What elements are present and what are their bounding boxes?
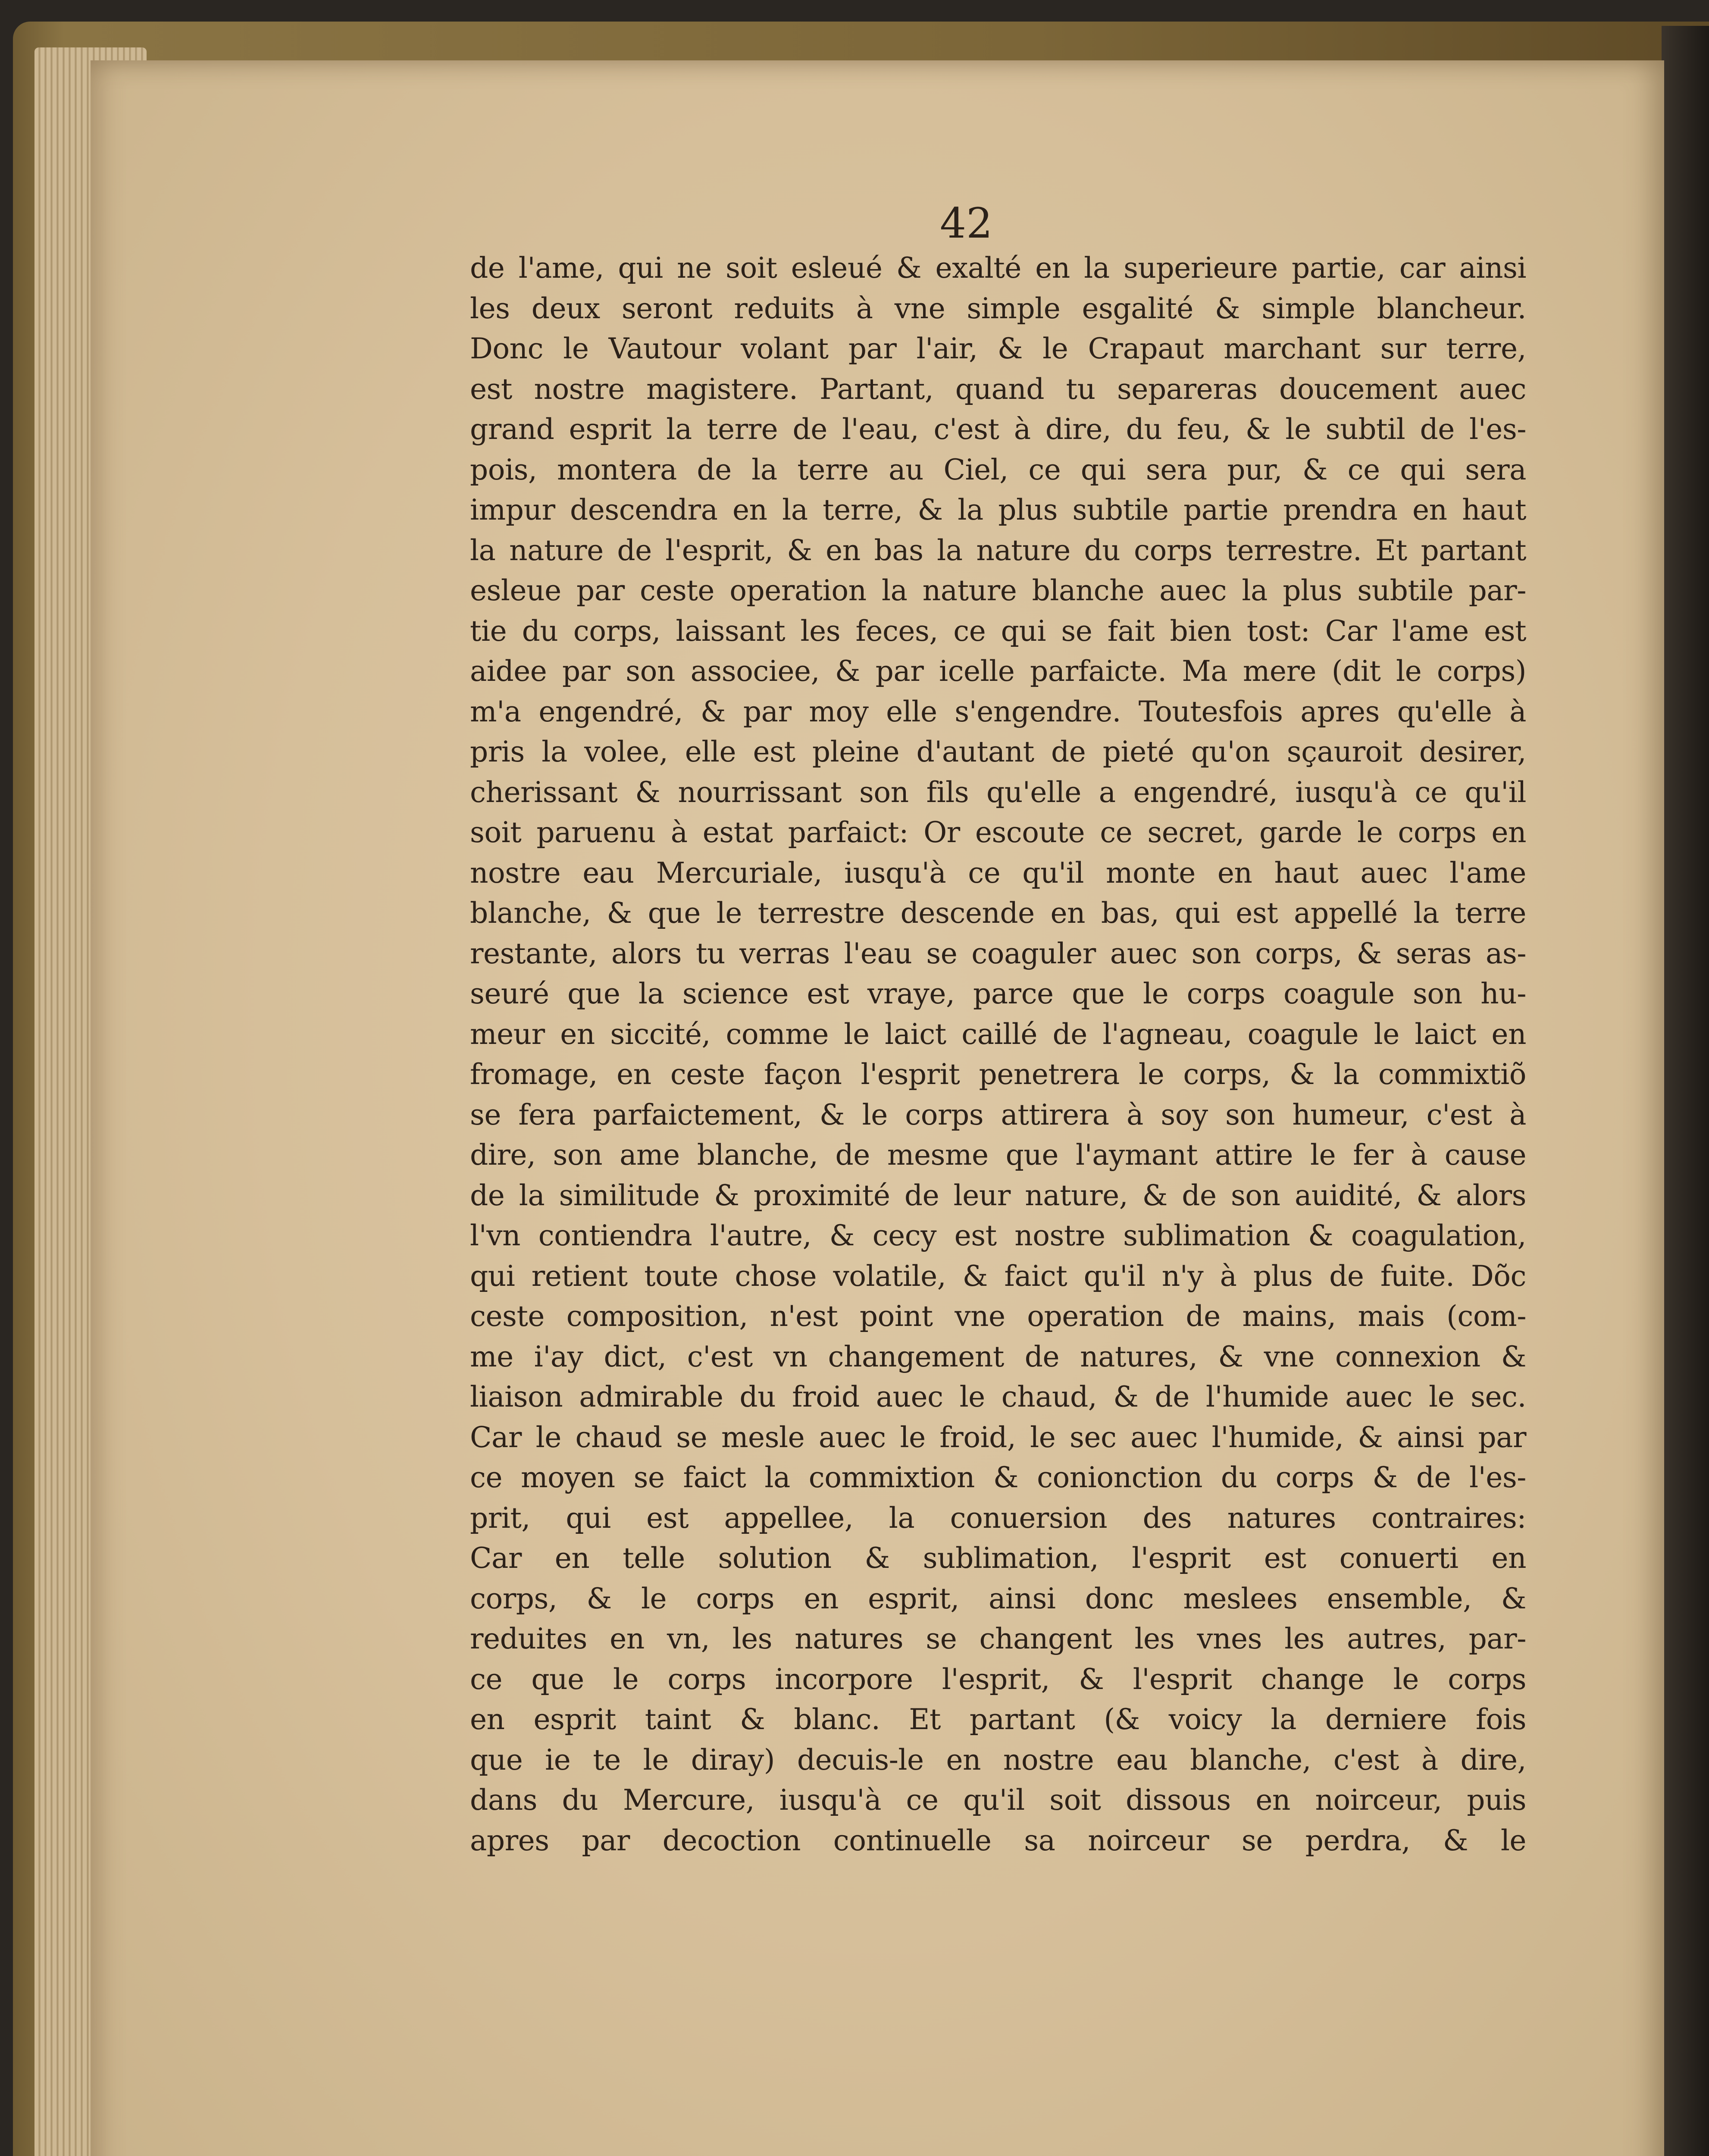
text-line: l'vn contiendra l'autre, & cecy est nostre sublimation & coagulation,: [470, 1219, 1526, 1252]
page-text: [470, 248, 1526, 1861]
text-line: esleue par ceste operation la nature blanche auec la plus subtile par-: [470, 574, 1526, 607]
text-line: dans du Mercure, iusqu'à ce qu'il soit dissous en noirceur, puis: [470, 1783, 1526, 1817]
text-line: fromage, en ceste façon l'esprit penetrera le corps, & la commixtiõ: [470, 1058, 1526, 1091]
text-line: grand esprit la terre de l'eau, c'est à dire, du feu, & le subtil de l'es-: [470, 413, 1526, 446]
text-line: apres par decoction continuelle sa noirceur se perdra, & le: [470, 1824, 1526, 1857]
text-line: ce moyen se faict la commixtion & conionction du corps & de l'es-: [470, 1461, 1526, 1494]
text-line: tie du corps, laissant les feces, ce qui se fait bien tost: Car l'ame est: [470, 614, 1526, 648]
text-line: restante, alors tu verras l'eau se coaguler auec son corps, & seras as-: [470, 937, 1526, 970]
text-line: pois, montera de la terre au Ciel, ce qui sera pur, & ce qui sera: [470, 453, 1526, 486]
text-line: que ie te le diray) decuis-le en nostre eau blanche, c'est à dire,: [470, 1743, 1526, 1777]
text-line: les deux seront reduits à vne simple esgalité & simple blancheur.: [470, 291, 1526, 325]
text-line: Car le chaud se mesle auec le froid, le sec auec l'humide, & ainsi par: [470, 1420, 1526, 1454]
text-line: impur descendra en la terre, & la plus subtile partie prendra en haut: [470, 493, 1526, 526]
text-line: prit, qui est appellee, la conuersion des natures contraires:: [470, 1501, 1526, 1535]
text-line: ceste composition, n'est point vne operation de mains, mais (com-: [470, 1300, 1526, 1333]
text-line: m'a engendré, & par moy elle s'engendre. Toutesfois apres qu'elle à: [470, 695, 1526, 728]
text-line: se fera parfaictement, & le corps attirera à soy son humeur, c'est à: [470, 1098, 1526, 1131]
text-line: liaison admirable du froid auec le chaud, & de l'humide auec le sec.: [470, 1380, 1526, 1413]
text-line: pris la volee, elle est pleine d'autant de pieté qu'on sçauroit desirer,: [470, 735, 1526, 768]
text-line: aidee par son associee, & par icelle parfaicte. Ma mere (dit le corps): [470, 655, 1526, 688]
text-line: cherissant & nourrissant son fils qu'elle a engendré, iusqu'à ce qu'il: [470, 775, 1526, 809]
text-line: de la similitude & proximité de leur nature, & de son auidité, & alors: [470, 1178, 1526, 1212]
text-line: meur en siccité, comme le laict caillé de l'agneau, coagule le laict en: [470, 1017, 1526, 1051]
text-line: reduites en vn, les natures se changent les vnes les autres, par-: [470, 1622, 1526, 1655]
adjacent-page-edge: [1662, 26, 1709, 2156]
text-line: corps, & le corps en esprit, ainsi donc meslees ensemble, &: [470, 1582, 1526, 1615]
text-line: blanche, & que le terrestre descende en bas, qui est appellé la terre: [470, 896, 1526, 930]
text-line: Donc le Vautour volant par l'air, & le Crapaut marchant sur terre,: [470, 332, 1526, 365]
text-line: qui retient toute chose volatile, & faict qu'il n'y à plus de fuite. Dõc: [470, 1259, 1526, 1293]
text-line: nostre eau Mercuriale, iusqu'à ce qu'il monte en haut auec l'ame: [470, 856, 1526, 890]
page-number: 42: [940, 199, 993, 248]
text-line: seuré que la science est vraye, parce que le corps coagule son hu-: [470, 977, 1526, 1010]
text-line: dire, son ame blanche, de mesme que l'aymant attire le fer à cause: [470, 1138, 1526, 1172]
text-line: me i'ay dict, c'est vn changement de natures, & vne connexion &: [470, 1340, 1526, 1373]
text-line: de l'ame, qui ne soit esleué & exalté en la superieure partie, car ainsi: [470, 251, 1526, 285]
text-line: la nature de l'esprit, & en bas la nature du corps terrestre. Et partant: [470, 533, 1526, 567]
text-line: Car en telle solution & sublimation, l'esprit est conuerti en: [470, 1542, 1526, 1575]
text-line: soit paruenu à estat parfaict: Or escoute ce secret, garde le corps en: [470, 816, 1526, 849]
text-line: est nostre magistere. Partant, quand tu separeras doucement auec: [470, 372, 1526, 406]
text-line: ce que le corps incorpore l'esprit, & l'esprit change le corps: [470, 1662, 1526, 1696]
text-line: en esprit taint & blanc. Et partant (& voicy la derniere fois: [470, 1703, 1526, 1736]
